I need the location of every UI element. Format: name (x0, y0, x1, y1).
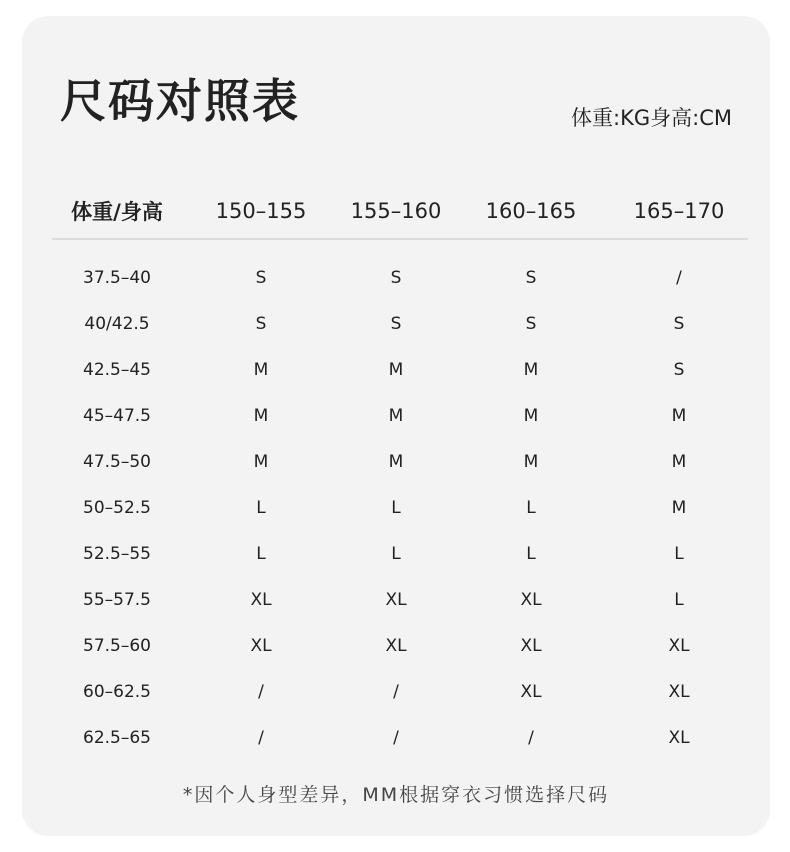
table-body (52, 240, 748, 761)
unit-note: 体重:KG身高:CM (571, 106, 732, 130)
size-cell: M (523, 452, 539, 472)
size-cell: M (388, 406, 404, 426)
table-row (52, 347, 748, 393)
size-cell: / (676, 268, 682, 288)
size-cell: M (253, 406, 269, 426)
page-title: 尺码对照表 (60, 74, 300, 128)
size-cell: XL (520, 590, 542, 610)
size-cell: M (523, 360, 539, 380)
size-cell: XL (520, 682, 542, 702)
size-cell: S (673, 314, 685, 334)
size-cell: M (388, 360, 404, 380)
weight-range-cell: 47.5–50 (83, 452, 151, 472)
header-cell: 160–165 (485, 199, 577, 223)
weight-range-cell: 45–47.5 (83, 406, 151, 426)
footnote: *因个人身型差异，MM根据穿衣习惯选择尺码 (182, 784, 610, 806)
table-row (52, 393, 748, 439)
size-cell: L (526, 544, 536, 564)
size-cell: L (526, 498, 536, 518)
size-cell: M (253, 452, 269, 472)
size-cell: S (525, 268, 537, 288)
table-row (52, 669, 748, 715)
size-cell: L (391, 544, 401, 564)
size-cell: L (391, 498, 401, 518)
table-row (52, 301, 748, 347)
size-cell: M (253, 360, 269, 380)
weight-range-cell: 57.5–60 (83, 636, 151, 656)
size-cell: M (523, 406, 539, 426)
table-row (52, 255, 748, 301)
size-cell: S (673, 360, 685, 380)
size-cell: XL (250, 636, 272, 656)
size-cell: L (256, 544, 266, 564)
size-cell: / (393, 682, 399, 702)
header-cell: 体重/身高 (71, 200, 163, 224)
size-cell: S (525, 314, 537, 334)
size-cell: M (671, 406, 687, 426)
weight-range-cell: 37.5–40 (83, 268, 151, 288)
size-cell: M (671, 452, 687, 472)
table-header-row (52, 184, 748, 240)
table-row (52, 715, 748, 761)
size-cell: L (256, 498, 266, 518)
size-cell: S (390, 268, 402, 288)
weight-range-cell: 52.5–55 (83, 544, 151, 564)
weight-range-cell: 42.5–45 (83, 360, 151, 380)
table-row (52, 485, 748, 531)
weight-range-cell: 55–57.5 (83, 590, 151, 610)
header-cell: 165–170 (633, 199, 725, 223)
size-cell: / (258, 682, 264, 702)
size-cell: XL (250, 590, 272, 610)
size-cell: / (528, 728, 534, 748)
table-row (52, 577, 748, 623)
weight-range-cell: 40/42.5 (84, 314, 150, 334)
size-cell: M (671, 498, 687, 518)
size-cell: S (255, 314, 267, 334)
header-cell: 155–160 (350, 199, 442, 223)
size-cell: XL (385, 636, 407, 656)
size-cell: / (258, 728, 264, 748)
header-cell: 150–155 (215, 199, 307, 223)
size-cell: S (390, 314, 402, 334)
size-cell: XL (668, 636, 690, 656)
size-table (52, 184, 748, 761)
size-chart-card (22, 16, 770, 836)
weight-range-cell: 60–62.5 (83, 682, 151, 702)
size-cell: S (255, 268, 267, 288)
weight-range-cell: 50–52.5 (83, 498, 151, 518)
size-cell: / (393, 728, 399, 748)
size-cell: XL (520, 636, 542, 656)
size-cell: M (388, 452, 404, 472)
size-cell: XL (385, 590, 407, 610)
weight-range-cell: 62.5–65 (83, 728, 151, 748)
size-cell: L (674, 590, 684, 610)
table-row (52, 623, 748, 669)
size-cell: L (674, 544, 684, 564)
table-row (52, 531, 748, 577)
size-cell: XL (668, 682, 690, 702)
size-cell: XL (668, 728, 690, 748)
table-row (52, 439, 748, 485)
